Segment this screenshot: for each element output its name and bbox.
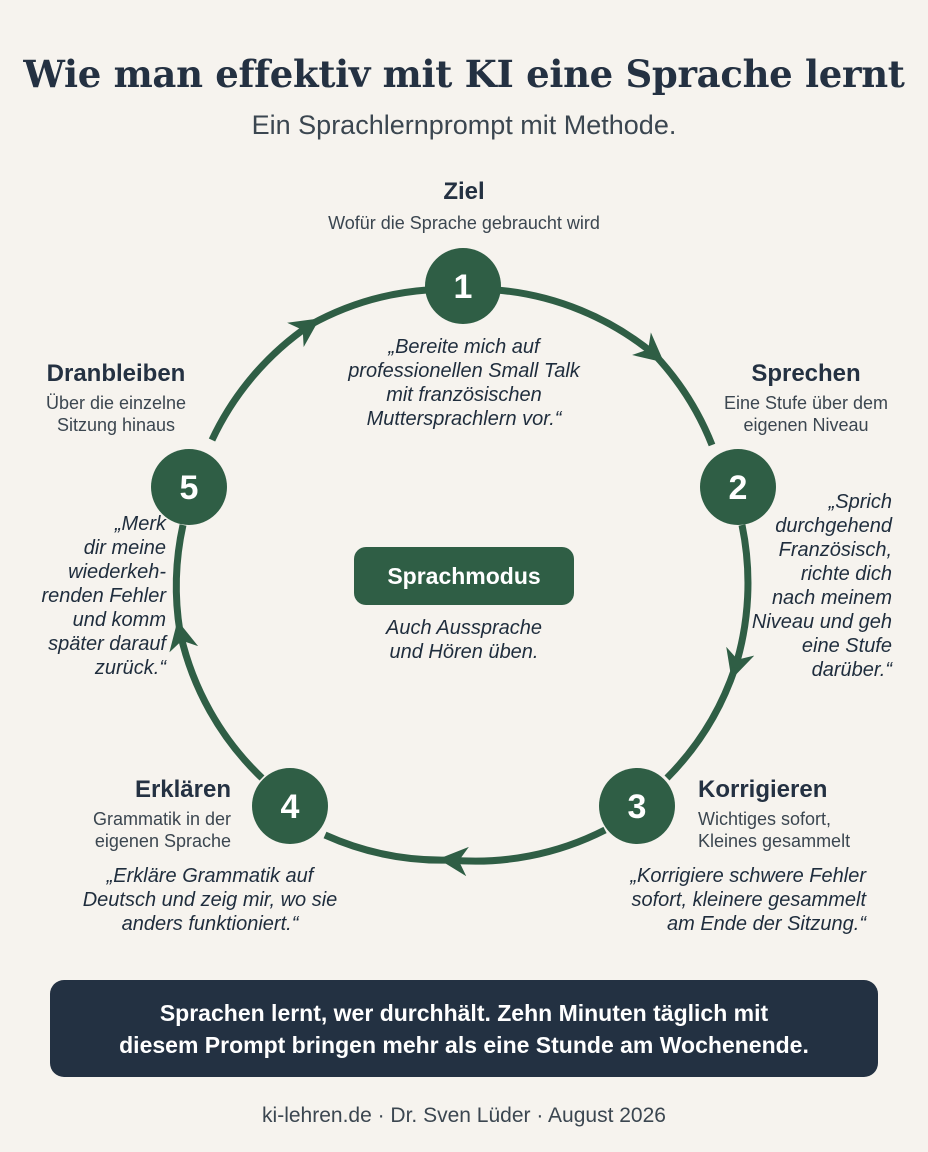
quote-line: sofort, kleinere gesammelt <box>631 889 866 911</box>
banner-line: diesem Prompt bringen mehr als eine Stunde am Wochenende. <box>119 1031 809 1058</box>
step-1-subtitle <box>264 212 664 234</box>
step-2-subtitle-line: Eine Stufe über dem <box>723 393 889 413</box>
step-1-subtitle-line: Wofür die Sprache gebraucht wird <box>328 213 600 233</box>
arc-1-to-2-tail <box>655 355 712 445</box>
quote-line: „Erkläre Grammatik auf <box>106 865 314 887</box>
summary-banner <box>50 980 878 1077</box>
step-node-3 <box>599 768 675 844</box>
step-3-quote <box>560 864 866 936</box>
quote-line: nach meinem <box>771 587 892 609</box>
step-5-quote <box>14 512 166 680</box>
arc-3-to-4-tail <box>325 835 450 860</box>
step-5-header <box>16 360 216 436</box>
page-title: Wie man effektiv mit KI eine Sprache lernt <box>23 52 905 96</box>
step-number-4: 4 <box>280 788 300 826</box>
step-number-2: 2 <box>728 469 748 507</box>
arc-5-to-1-tail <box>310 290 427 325</box>
step-3-subtitle-line: Wichtiges sofort, <box>698 809 832 829</box>
quote-line: „Sprich <box>828 491 892 513</box>
step-1-title: Ziel <box>443 178 485 205</box>
step-number-5: 5 <box>179 469 199 507</box>
quote-line: wiederkeh- <box>68 561 166 583</box>
step-5-subtitle-line: Über die einzelne <box>45 393 187 413</box>
mode-note-line: Auch Aussprache <box>385 617 542 639</box>
step-number-3: 3 <box>627 788 647 826</box>
arrow-4-to-5 <box>180 632 262 778</box>
step-4-subtitle <box>20 808 231 852</box>
step-2-header <box>706 360 906 436</box>
step-5-subtitle <box>16 392 216 436</box>
quote-line: darüber.“ <box>811 659 892 681</box>
mode-note-line: und Hören üben. <box>389 641 539 663</box>
page-subtitle: Ein Sprachlernprompt mit Methode. <box>251 110 677 140</box>
footer-credits: ki-lehren.de · Dr. Sven Lüder · August 2026 <box>262 1104 666 1127</box>
step-2-quote <box>738 490 892 682</box>
quote-line: Deutsch und zeig mir, wo sie <box>82 889 338 911</box>
step-3-subtitle-line: Kleines gesammelt <box>698 831 851 851</box>
quote-line: Französisch, <box>778 539 892 561</box>
step-3-subtitle <box>698 808 918 852</box>
quote-line: renden Fehler <box>41 585 166 607</box>
step-4-subtitle-line: eigenen Sprache <box>94 831 231 851</box>
step-node-4 <box>252 768 328 844</box>
banner-line: Sprachen lernt, wer durchhält. Zehn Minuten täglich mit <box>159 999 769 1026</box>
quote-line: später darauf <box>48 633 166 655</box>
quote-line: Muttersprachlern vor.“ <box>366 408 562 430</box>
mode-note <box>334 616 594 664</box>
step-1-quote <box>288 335 640 431</box>
quote-line: zurück.“ <box>94 657 166 679</box>
quote-line: dir meine <box>83 537 166 559</box>
step-4-title: Erklären <box>134 776 231 803</box>
step-5-title: Dranbleiben <box>46 360 186 387</box>
quote-line: am Ende der Sitzung.“ <box>667 913 866 935</box>
quote-line: „Merk <box>114 513 166 535</box>
step-number-1: 1 <box>453 268 473 306</box>
step-5-subtitle-line: Sitzung hinaus <box>56 415 176 435</box>
step-3-header <box>698 776 918 852</box>
quote-line: durchgehend <box>775 515 892 537</box>
quote-line: und komm <box>72 609 166 631</box>
step-4-header <box>20 776 231 852</box>
arc-2-to-3-tail <box>667 668 735 778</box>
step-2-subtitle <box>706 392 906 436</box>
quote-line: mit französischen <box>386 384 542 406</box>
quote-line: Niveau und geh <box>751 611 892 633</box>
step-1-header <box>264 178 664 234</box>
mode-badge: Sprachmodus <box>354 547 574 605</box>
step-3-title: Korrigieren <box>698 776 828 803</box>
step-2-title: Sprechen <box>751 360 861 387</box>
arrow-3-to-4 <box>450 830 605 861</box>
quote-line: „Bereite mich auf <box>388 336 540 358</box>
quote-line: anders funktioniert.“ <box>121 913 299 935</box>
quote-line: richte dich <box>800 563 892 585</box>
step-2-subtitle-line: eigenen Niveau <box>743 415 869 435</box>
quote-line: professionellen Small Talk <box>348 360 580 382</box>
quote-line: „Korrigiere schwere Fehler <box>630 865 866 887</box>
arc-4-to-5-tail <box>176 525 183 632</box>
step-node-1 <box>425 248 501 324</box>
step-4-subtitle-line: Grammatik in der <box>92 809 231 829</box>
quote-line: eine Stufe <box>801 635 892 657</box>
step-4-quote <box>40 864 380 936</box>
